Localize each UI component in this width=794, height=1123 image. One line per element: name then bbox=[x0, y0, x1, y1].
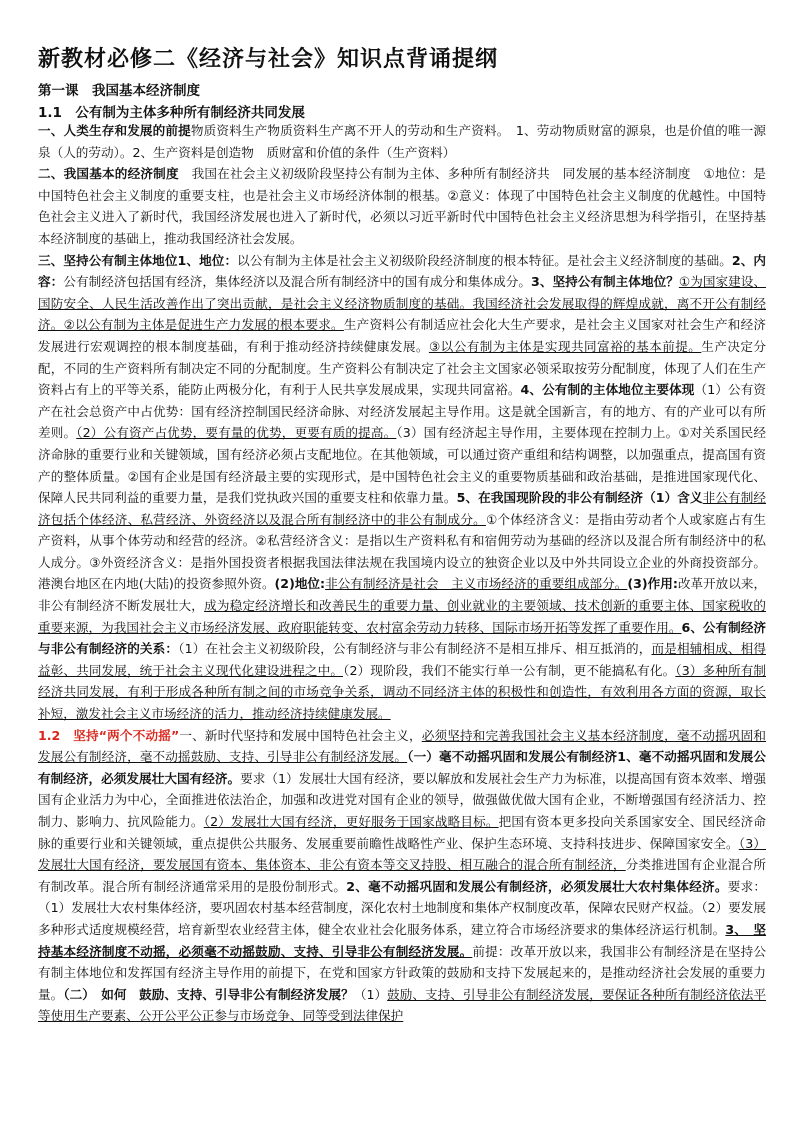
heading-s2: 二、我国基本的经济制度 bbox=[38, 166, 179, 182]
text-s3-p4: （1）公有资产在社会总资产中占优势：国有经济控制国民经济命脉、对经济发展起主导作用。这是就全国新言，有的地方、有的产业可以有所差则。 bbox=[38, 382, 766, 441]
underline-s3-p5-3: 成为稳定经济增长和改善民生的重要力量、创业就业的主要领域、技术创新的重要主体、国家税收的重要来源，为我国社会主义市场经济发展、政府职能转变、农村富余劳动力转移、国际市场开拓等发挥了重要作用。 bbox=[38, 598, 766, 635]
text-sec2-6: 前提：改革开放以来，我国非公有制经济是在坚持公有制主体地位和发挥国有经济主导作用的前提下，在党和国家方针政策的鼓励和支持下发展起来的，是推动经济社会发展的重要力量。 bbox=[38, 943, 766, 1002]
underline-s3-p5-2: 非公有制经济是社会 主义市场经济的重要组成部分。 bbox=[325, 576, 628, 592]
text-s3-p3-1: 生产资料公有制适应社会化大生产要求，是社会主义国家对社会生产和经济发展进行宏观调控的根本制度基础，有利于推动经济持续健康发展。 bbox=[38, 317, 766, 354]
heading-sec2: 1.2 坚持“两个不动摇” bbox=[38, 727, 180, 743]
underline-s3-p4: （2）公有资产占优势，要有量的优势，更要有质的提高。 bbox=[76, 425, 397, 441]
underline-sec2-2: （2）发展壮大国有经济，更好服务于国家战略目标。 bbox=[203, 814, 499, 829]
text-sec2-1: 一、新时代坚持和发展中国特色社会主义， bbox=[179, 727, 422, 743]
heading-s1: 一、人类生存和发展的前提 bbox=[38, 123, 191, 138]
paragraph-1 bbox=[38, 120, 766, 163]
underline-s3-p3-1: ①为国家建设、国防安全、人民生活改善作出了突出贡献，是社会主义经济物质制度的基础。我国经济社会发展取得的辉煌成就，离不开公有制经济。②以公有制为主体是促进生产力发展的根本要求。 bbox=[38, 274, 766, 333]
text-sec2-2: 要求（1）发展壮大国有经济，要以解放和发展社会生产力为标准，以提高国有资本效率、增强国有企业活力为中心，全面推进依法治企，加强和改进党对国有企业的领导，做强做优做大国有企业，不断增强国有经济活力、控制力、影响力、抗风险能力。 bbox=[38, 770, 766, 829]
section-heading: 1.1 公有制为主体多种所有制经济共同发展 bbox=[38, 105, 305, 121]
text-s3-p5-1: ①个体经济含义：是指由劳动者个人或家庭占有生产资料，从事个体劳动和经营的经济。②私营经济含义：是指以生产资料私有和宿佣劳动为基础的经济以及混合所有制经济中的私人成分。③外资经济含义：是指外国投资者根据我国法律法规在我国境内设立的独资企业以及中外共同设立企业的外商投资部分。港澳台地区在内地(大陆)的投资参照外资。 bbox=[38, 511, 766, 592]
paragraph-2 bbox=[38, 163, 766, 249]
text-s3-p1: 以公有制为主体是社会主义初级阶段经济制度的根本特征。是社会主义经济制度的基础。 bbox=[237, 252, 732, 268]
heading-sec2-2: 2、毫不动摇巩固和发展公有制经济，必须发展壮大农村集体经济。 bbox=[346, 878, 728, 894]
heading-sec2-3: 3、 坚持基本经济制度不动摇，必须毫不动摇鼓励、支持、引导非公有制经济发展。 bbox=[38, 921, 766, 959]
text-s1: 物质资料生产物质资料生产离不开人的劳动和生产资料。 1、劳动物质财富的源泉，也是价值的唯一源泉（人的劳动）。2、生产资料是创造物 质财富和价值的条件（生产资料） bbox=[38, 123, 766, 160]
paragraph-3 bbox=[38, 250, 766, 725]
heading-s3-p6: 6、公有制经济与非公有制经济的关系： bbox=[38, 619, 766, 657]
underline-sec2-4: 鼓励、支持、引导非公有制经济发展，要保证各种所有制经济依法平等使用生产要素、公开公平公正参与市场竞争、同等受到法律保护 bbox=[38, 986, 766, 1024]
underline-s3-p6-2: （3）多种所有制经济共同发展，有利于形成各种所有制之间的市场竞争关系，调动不同经济主体的积极性和创造性，有效利用各方面的资源，取长补短，激发社会主义市场经济的活力，推动经济持续健康发展。 bbox=[38, 662, 766, 722]
heading-s3-p5-2: (2)地位: bbox=[274, 576, 326, 592]
heading-s3-p3: 3、坚持公有制主体地位？ bbox=[531, 274, 679, 290]
heading-s3-p5: 5、在我国现阶段的非公有制经济（1）含义 bbox=[456, 490, 703, 506]
heading-s3-p5-3: (3)作用: bbox=[627, 576, 678, 592]
underline-s3-p6-1: 而是相辅相成、相得益彰、共同发展，统于社会主义现代化建设进程之中。 bbox=[38, 641, 766, 678]
lesson-heading: 第一课 我国基本经济制度 bbox=[38, 83, 200, 99]
heading-sec2-1: （一）毫不动摇巩固和发展公有制经济1、毫不动摇巩固和发展公有制经济，必须发展壮大国有经济。 bbox=[38, 749, 766, 786]
heading-s3-p2: 2、内容： bbox=[38, 252, 766, 290]
text-s3-p3-2: 生产决定分配，不同的生产资料所有制决定不同的分配制度。生产资料公有制决定了社会主文国家必领采取按劳分配制度，体现了人们在生产资料占有上的平等关系，能防止两极分化，有利于人民共享发展成果，实现共同富裕。 bbox=[38, 338, 766, 398]
document-title: 新教材必修二《经济与社会》知识点背诵提纲 bbox=[38, 46, 499, 72]
text-s3-p6-2: （2）现阶段，我们不能实行单一公有制，更不能搞私有化。 bbox=[343, 662, 676, 678]
underline-sec2-1: 必须坚持和完善我国社会主义基本经济制度，毫不动摇巩固和发展公有制经济，毫不动摇鼓励、支持、引导非公有制经济发展。 bbox=[38, 727, 766, 765]
text-s3-p2: 公有制经济包括国有经济，集体经济以及混合所有制经济中的国有成分和集体成分。 bbox=[63, 274, 532, 290]
underline-s3-p5-1: 非公有制经济包括个体经济、私营经济、外资经济以及混合所有制经济中的非公有制成分。 bbox=[38, 490, 766, 527]
underline-sec2-3: （3）发展壮大国有经济，要发展国有资本、集体资本、非公有资本等交叉持股、相互融合的混合所有制经济， bbox=[38, 835, 766, 873]
paragraph-4 bbox=[38, 725, 766, 1027]
text-sec2-3: 把国有资本更多投向关系国家安全、国民经济命脉的重要行业和关键领域，重点提供公共服务、发展重要前瞻性战略性产业、保护生态环境、支持科技进步、保障国家安全。 bbox=[38, 814, 766, 851]
text-sec2-4: 分类推进国有企业混合所有制改革。混合所有制经济通常采用的是股份制形式。 bbox=[38, 857, 766, 894]
text-sec2-5: 要求：（1）发展壮大农村集体经济，要巩固农村基本经营制度，深化农村土地制度和集体产权制度改革，保障农民财产权益。（2）要发展多种形式适度规模经营，培育新型农业经营主体，健全农业社会化服务体系，建立符合市场经济要求的集体经济运行机制。 bbox=[38, 878, 766, 937]
text-s2: 我国在社会主义初级阶段坚持公有制为主体、多种所有制经济共 同发展的基本经济制度 ①地位：是中国特色社会主义制度的重要支柱，也是社会主义市场经济体制的根基。②意义：体现了中国特色社会主义制度的优越性。中国特色社会主义进入了新时代，我国经济发展也进入了新时代，必须以习近平新时代中国特色社会主义经济思想为科学指引，在坚持基本经济制度的基础上，推动我国经济社会发展。 bbox=[38, 166, 766, 246]
text-s3-p5-3: 改革开放以来，非公有制经济不断发展壮大， bbox=[38, 576, 766, 614]
heading-s3-p4: 4、公有制的主体地位主要体现 bbox=[520, 382, 695, 398]
underline-s3-p3-2: ③以公有制为主体是实现共同富裕的基本前提。 bbox=[428, 338, 702, 354]
text-s3-p6-1: （1）在社会主义初级阶段，公有制经济与非公有制经济不是相互排斥、相互抵消的， bbox=[178, 641, 652, 657]
heading-s3-p1: 1、地位： bbox=[177, 252, 238, 268]
text-sec2-7: （1） bbox=[353, 986, 388, 1002]
text-s3-p4-2: （3）国有经济起主导作用，主要体现在控制力上。①对关系国民经济命脉的重要行业和关键领域，国有经济必须占支配地位。在其他领域，可以通过资产重组和结构调整，以加强重点，提高国有资产的整体质量。②国有企业是国有经济最主要的实现形式，是中国特色社会主义的重要物质基础和政治基础，是推进国家现代化、保障人民共同利益的重要力量，是我们党执政兴国的重要支柱和依靠力量。 bbox=[38, 425, 766, 506]
document-body bbox=[38, 120, 766, 1120]
heading-sec2-4: （二） 如何 鼓励、支持、引导非公有制经济发展？ bbox=[63, 986, 354, 1002]
heading-s3: 三、坚持公有制主体地位 bbox=[38, 252, 178, 268]
